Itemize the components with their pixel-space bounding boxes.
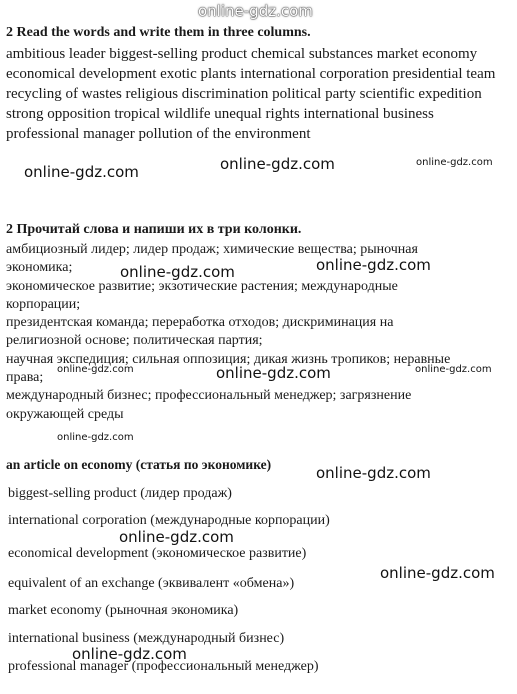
column-item: international business (международный бизнес): [8, 631, 285, 646]
russian-line: права;: [6, 370, 44, 386]
russian-word-list: [6, 241, 511, 424]
russian-line: экономическое развитие; экзотические растения; международные: [6, 278, 398, 294]
watermark: online-gdz.com: [316, 256, 431, 274]
column-item: market economy (рыночная экономика): [8, 603, 239, 618]
russian-line: международный бизнес; профессиональный менеджер; загрязнение: [6, 388, 412, 404]
watermark: online-gdz.com: [415, 364, 492, 375]
russian-line: президентская команда; переработка отходов; дискриминация на: [6, 315, 394, 331]
english-line: professional manager pollution of the environment: [6, 126, 311, 142]
watermark: online-gdz.com: [24, 163, 139, 181]
watermark: online-gdz.com: [220, 155, 335, 173]
watermark: online-gdz.com: [380, 564, 495, 582]
english-line: recycling of wastes religious discrimination political party scientific expedition: [6, 86, 482, 102]
column-item: equivalent of an exchange (эквивалент «обмена»): [8, 576, 295, 591]
column-heading-economy: an article on economy (статья по экономике): [6, 457, 272, 472]
column-item: international corporation (международные корпорации): [8, 513, 330, 528]
watermark-top: online-gdz.com: [198, 2, 313, 20]
russian-line: экономика;: [6, 260, 73, 276]
watermark: online-gdz.com: [120, 263, 235, 281]
watermark: online-gdz.com: [57, 432, 134, 443]
watermark: online-gdz.com: [216, 364, 331, 382]
watermark: online-gdz.com: [316, 464, 431, 482]
english-line: ambitious leader biggest-selling product chemical substances market economy: [6, 46, 478, 62]
watermark: online-gdz.com: [57, 364, 134, 375]
watermark: online-gdz.com: [119, 528, 234, 546]
english-line: economical development exotic plants international corporation presidential team: [6, 66, 496, 82]
watermark: online-gdz.com: [416, 157, 493, 168]
russian-line: корпорации;: [6, 296, 81, 312]
english-task-heading: 2 Read the words and write them in three columns.: [6, 25, 311, 40]
column-item: professional manager (профессиональный менеджер): [8, 659, 319, 674]
english-word-list: [6, 44, 511, 144]
watermark: online-gdz.com: [72, 645, 187, 663]
russian-line: амбициозный лидер; лидер продаж; химические вещества; рыночная: [6, 242, 418, 257]
english-line: strong opposition tropical wildlife unequal rights international business: [6, 106, 434, 122]
russian-line: окружающей среды: [6, 406, 124, 422]
column-item: economical development (экономическое развитие): [8, 546, 307, 561]
russian-line: религиозной основе; политическая партия;: [6, 333, 263, 349]
russian-task-heading: 2 Прочитай слова и напиши их в три колонки.: [6, 222, 302, 237]
russian-line: научная экспедиция; сильная оппозиция; дикая жизнь тропиков; неравные: [6, 351, 451, 367]
column-item: biggest-selling product (лидер продаж): [8, 486, 232, 501]
